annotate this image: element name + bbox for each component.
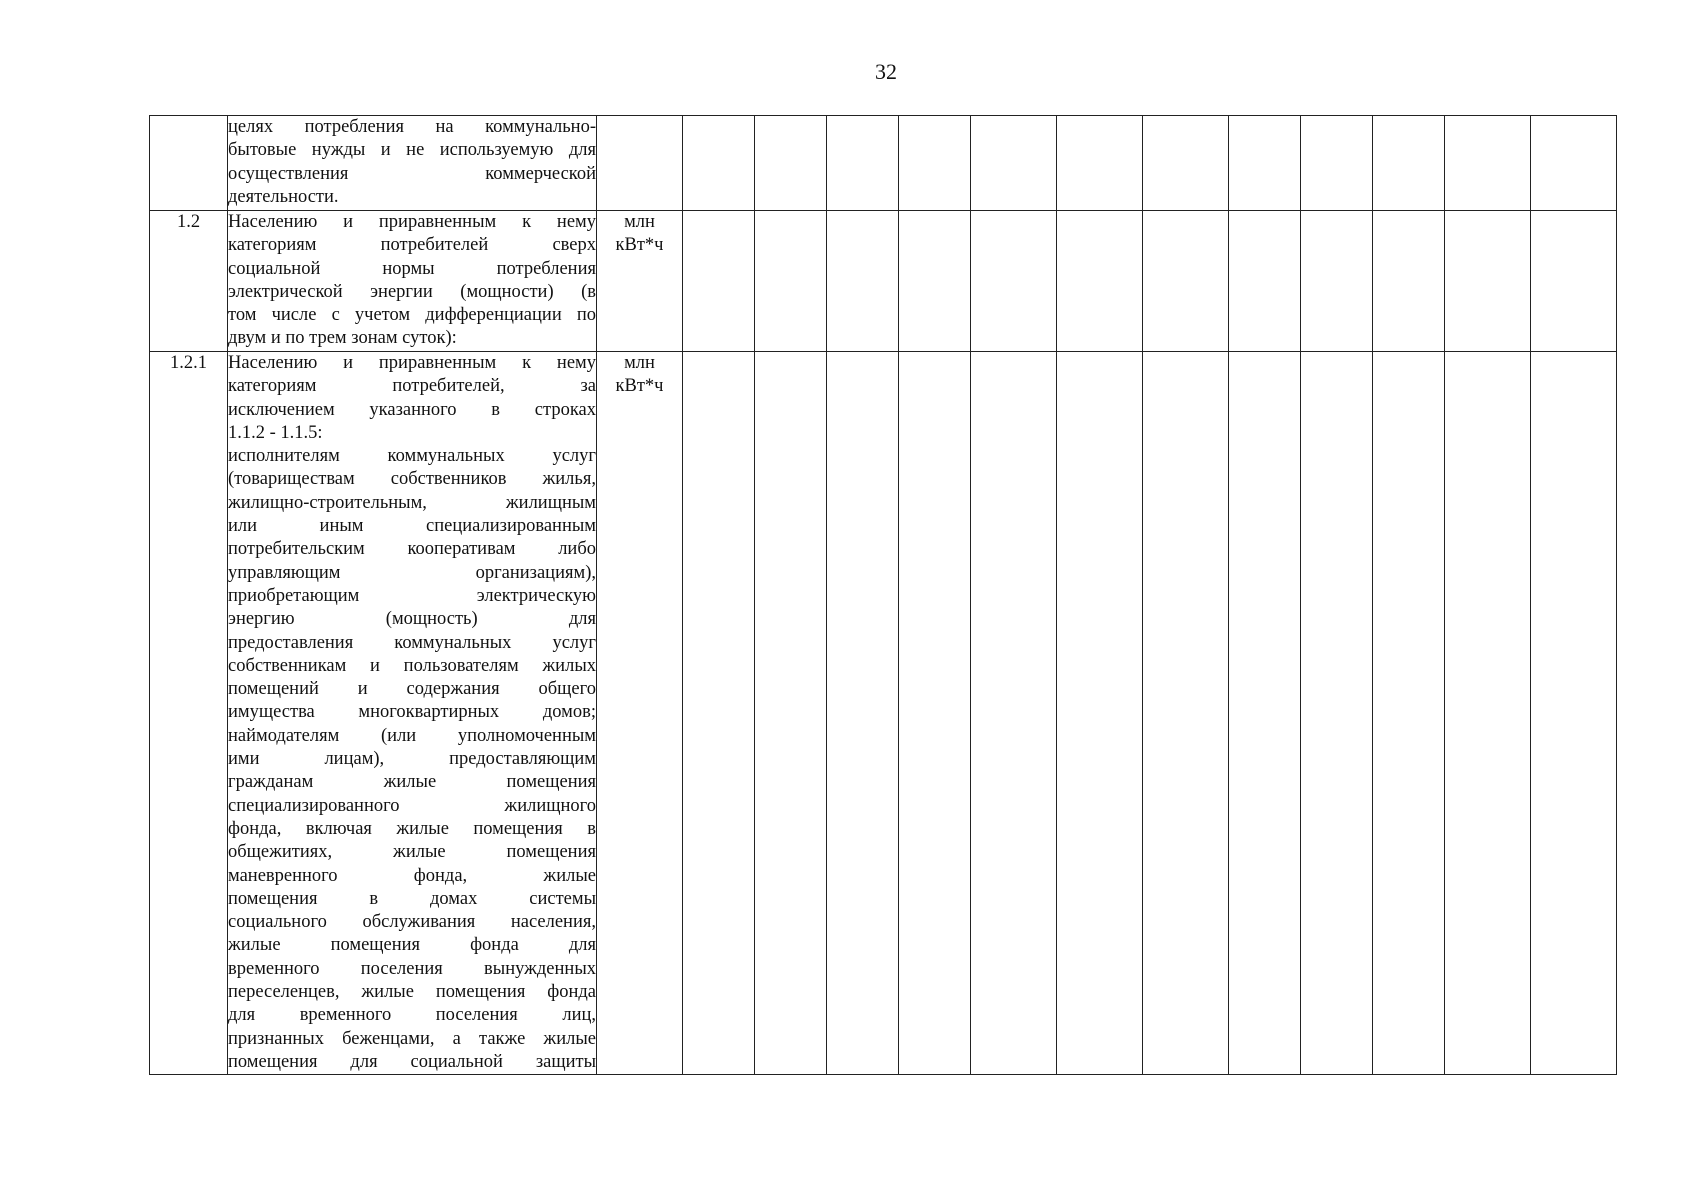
value-cell: [1301, 211, 1373, 352]
desc-line: исключением указанного в строках: [228, 399, 596, 420]
desc-line: общежитиях, жилые помещения: [228, 842, 596, 863]
row-unit: [597, 116, 683, 211]
desc-line: ими лицам), предоставляющим: [228, 749, 596, 770]
value-cell: [755, 352, 827, 1075]
value-cell: [1301, 352, 1373, 1075]
desc-line: осуществления коммерческой: [228, 163, 596, 184]
value-cell: [1373, 116, 1445, 211]
value-cell: [1445, 116, 1531, 211]
value-cell: [1445, 211, 1531, 352]
desc-line: социального обслуживания населения,: [228, 912, 596, 933]
value-cell: [683, 352, 755, 1075]
value-cell: [1373, 211, 1445, 352]
data-table: [149, 115, 1617, 1075]
desc-line: или иным специализированным: [228, 516, 596, 537]
desc-line: помещения для социальной защиты: [228, 1051, 596, 1072]
value-cell: [899, 116, 971, 211]
value-cell: [1445, 352, 1531, 1075]
value-cell: [827, 116, 899, 211]
desc-line: энергию (мощность) для: [228, 609, 596, 630]
desc-line: фонда, включая жилые помещения в: [228, 818, 596, 839]
value-cell: [1143, 116, 1229, 211]
value-cell: [1373, 352, 1445, 1075]
desc-line: переселенцев, жилые помещения фонда: [228, 982, 596, 1003]
value-cell: [1057, 211, 1143, 352]
desc-line: временного поселения вынужденных: [228, 958, 596, 979]
value-cell: [1229, 116, 1301, 211]
value-cell: [971, 116, 1057, 211]
desc-line: потребительским кооперативам либо: [228, 539, 596, 560]
table-row: [150, 116, 1617, 211]
desc-line: помещения в домах системы: [228, 888, 596, 909]
desc-line: Населению и приравненным к нему: [228, 212, 596, 232]
value-cell: [1531, 211, 1617, 352]
desc-line: (товариществам собственников жилья,: [228, 469, 596, 490]
desc-line: категориям потребителей, за: [228, 376, 596, 397]
desc-line: наймодателям (или уполномоченным: [228, 725, 596, 746]
value-cell: [971, 211, 1057, 352]
row-unit: [597, 211, 683, 352]
desc-line: бытовые нужды и не используемую для: [228, 140, 596, 161]
table-row: [150, 352, 1617, 1075]
unit-line: млн: [624, 353, 655, 373]
value-cell: [1229, 211, 1301, 352]
desc-line: деятельности.: [228, 186, 339, 207]
desc-line: предоставления коммунальных услуг: [228, 632, 596, 653]
desc-line: маневренного фонда, жилые: [228, 865, 596, 886]
value-cell: [1057, 352, 1143, 1075]
desc-line: специализированного жилищного: [228, 795, 596, 816]
desc-line: том числе с учетом дифференциации по: [228, 305, 596, 326]
desc-line: двум и по трем зонам суток):: [228, 328, 457, 349]
desc-line: собственникам и пользователям жилых: [228, 655, 596, 676]
desc-line: для временного поселения лиц,: [228, 1005, 596, 1026]
desc-line: жилые помещения фонда для: [228, 935, 596, 956]
value-cell: [899, 211, 971, 352]
value-cell: [899, 352, 971, 1075]
unit-line: кВт*ч: [615, 376, 664, 397]
desc-line: помещений и содержания общего: [228, 679, 596, 700]
value-cell: [827, 211, 899, 352]
row-unit: [597, 352, 683, 1075]
value-cell: [827, 352, 899, 1075]
desc-line: социальной нормы потребления: [228, 258, 596, 279]
desc-line: 1.1.2 - 1.1.5:: [228, 422, 323, 443]
row-description: [228, 211, 597, 352]
desc-line: электрической энергии (мощности) (в: [228, 281, 596, 302]
desc-line: целях потребления на коммунально-: [228, 117, 596, 137]
value-cell: [1229, 352, 1301, 1075]
row-description: [228, 352, 597, 1075]
desc-line: исполнителям коммунальных услуг: [228, 446, 596, 467]
desc-line: приобретающим электрическую: [228, 585, 596, 606]
value-cell: [1531, 116, 1617, 211]
row-number: 1.2: [150, 211, 228, 352]
desc-line: управляющим организациям),: [228, 562, 596, 583]
desc-line: жилищно-строительным, жилищным: [228, 492, 596, 513]
value-cell: [971, 352, 1057, 1075]
value-cell: [755, 211, 827, 352]
unit-line: млн: [624, 212, 655, 232]
desc-line: имущества многоквартирных домов;: [228, 702, 596, 723]
row-description: [228, 116, 597, 211]
value-cell: [1057, 116, 1143, 211]
page-number: 32: [875, 59, 897, 84]
row-number: [150, 116, 228, 211]
value-cell: [1143, 352, 1229, 1075]
desc-line: Населению и приравненным к нему: [228, 353, 596, 373]
value-cell: [1301, 116, 1373, 211]
desc-line: категориям потребителей сверх: [228, 235, 596, 256]
row-number: 1.2.1: [150, 352, 228, 1075]
value-cell: [683, 116, 755, 211]
value-cell: [1143, 211, 1229, 352]
desc-line: признанных беженцами, а также жилые: [228, 1028, 596, 1049]
value-cell: [683, 211, 755, 352]
value-cell: [755, 116, 827, 211]
desc-line: гражданам жилые помещения: [228, 772, 596, 793]
value-cell: [1531, 352, 1617, 1075]
table-row: [150, 211, 1617, 352]
unit-line: кВт*ч: [615, 235, 664, 256]
desc-content: [228, 352, 596, 1072]
